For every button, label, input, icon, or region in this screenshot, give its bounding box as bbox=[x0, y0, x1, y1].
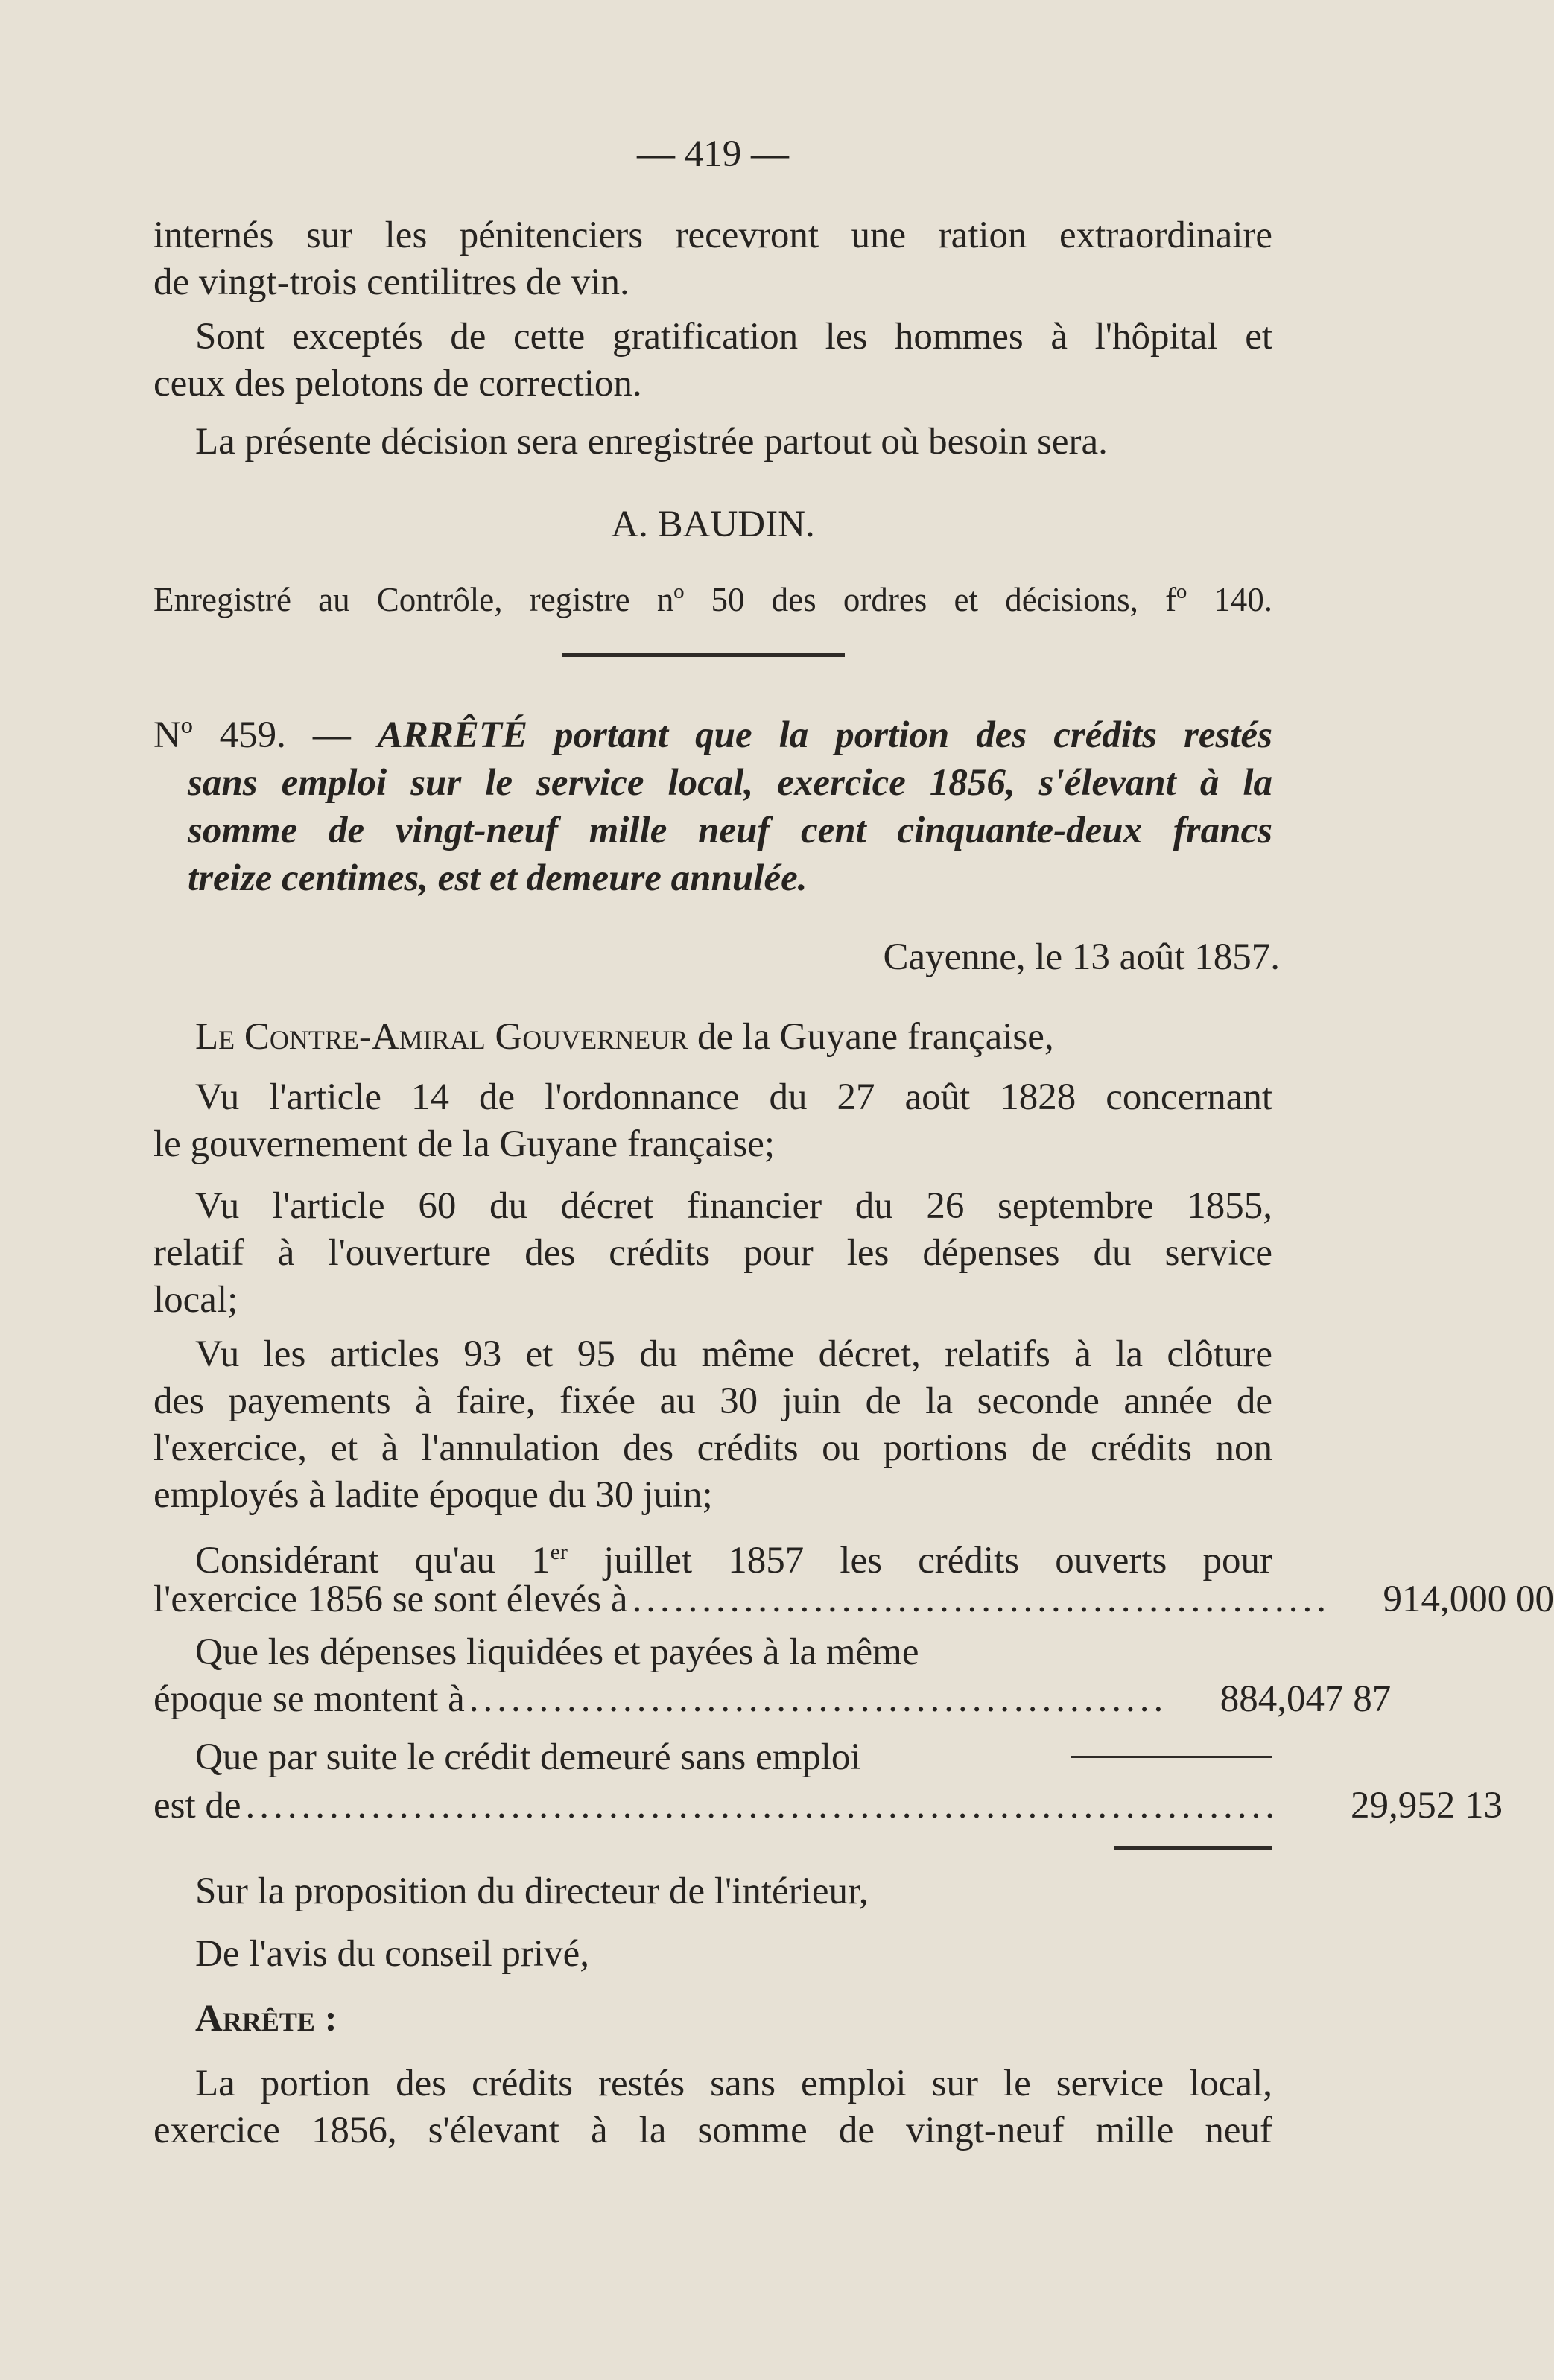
amount-label: époque se montent à bbox=[153, 1678, 465, 1720]
paragraph-line: La présente décision sera enregistrée partout où besoin sera. bbox=[195, 421, 1108, 463]
vu-line: Vu l'article 14 de l'ordonnance du 27 août 1828 concernant bbox=[195, 1076, 1272, 1118]
vu-line: des payements à faire, fixée au 30 juin de la seconde année de bbox=[153, 1380, 1272, 1422]
paragraph-line: internés sur les pénitenciers recevront une ration extraordinaire bbox=[153, 215, 1272, 256]
arrete-title-line: sans emploi sur le service local, exercice 1856, s'élevant à la bbox=[188, 762, 1272, 804]
vu-line: Vu l'article 60 du décret financier du 26 septembre 1855, bbox=[195, 1185, 1272, 1227]
amount-row bbox=[153, 1782, 1503, 1830]
considerant-line: Que par suite le crédit demeuré sans emploi bbox=[195, 1736, 861, 1778]
governor-title: Le Contre-Amiral Gouverneur bbox=[195, 1016, 688, 1058]
place-date bbox=[153, 933, 1280, 981]
arrete-title-text: ARRÊTÉ portant que la portion des crédits restés bbox=[377, 714, 1272, 756]
arrete-title-line: somme de vingt-neuf mille neuf cent cinquante-deux francs bbox=[188, 810, 1272, 851]
signature: A. BAUDIN. bbox=[611, 504, 815, 545]
amount-value: 884,047 87 bbox=[1220, 1678, 1392, 1720]
arrete-label-text: Arrête : bbox=[195, 1998, 337, 2040]
arrete-title-line: treize centimes, est et demeure annulée. bbox=[188, 857, 808, 899]
final-line: exercice 1856, s'élevant à la somme de vingt-neuf mille neuf bbox=[153, 2110, 1272, 2151]
leader-dots: .......................................................................... bbox=[245, 1785, 1280, 1827]
vu-line: Vu les articles 93 et 95 du même décret, relatifs à la clôture bbox=[195, 1333, 1272, 1375]
amount-row bbox=[153, 1675, 1392, 1723]
leader-dots: .................................................. bbox=[632, 1578, 1331, 1620]
superscript: er bbox=[550, 1540, 568, 1564]
section-divider bbox=[562, 653, 845, 657]
page-number: — 419 — bbox=[637, 133, 789, 175]
paragraph-line: Sont exceptés de cette gratification les hommes à l'hôpital et bbox=[195, 316, 1272, 358]
vu-line: le gouvernement de la Guyane française; bbox=[153, 1123, 776, 1165]
vu-line: l'exercice, et à l'annulation des crédits ou portions de crédits non bbox=[153, 1427, 1272, 1469]
paragraph-line: ceux des pelotons de correction. bbox=[153, 363, 642, 404]
considerant-text: juillet 1857 les crédits ouverts pour bbox=[603, 1540, 1273, 1581]
amount-value: 914,000 00 bbox=[1383, 1578, 1554, 1620]
arrete-number: Nº 459. — bbox=[153, 714, 351, 756]
vu-line: employés à ladite époque du 30 juin; bbox=[153, 1474, 713, 1516]
avis-line: De l'avis du conseil privé, bbox=[195, 1933, 589, 1975]
place-date-text: Cayenne, le 13 août 1857. bbox=[883, 936, 1280, 978]
governor-line bbox=[153, 1013, 1272, 1061]
arrete-label bbox=[153, 1995, 1272, 2043]
vu-line: local; bbox=[153, 1279, 238, 1321]
considerant-text: Considérant qu'au 1 bbox=[195, 1540, 551, 1581]
governor-rest: de la Guyane française, bbox=[697, 1016, 1054, 1058]
registration-note: Enregistré au Contrôle, registre nº 50 des ordres et décisions, fº 140. bbox=[153, 581, 1272, 618]
amount-row bbox=[153, 1575, 1554, 1623]
leader-dots: .................................................. bbox=[469, 1678, 1168, 1720]
amount-label: est de bbox=[153, 1785, 241, 1827]
amount-value: 29,952 13 bbox=[1351, 1785, 1503, 1827]
final-line: La portion des crédits restés sans emploi sur le service local, bbox=[195, 2063, 1272, 2104]
vu-line: relatif à l'ouverture des crédits pour les dépenses du service bbox=[153, 1232, 1272, 1274]
paragraph-line: de vingt-trois centilitres de vin. bbox=[153, 261, 629, 303]
proposition-line: Sur la proposition du directeur de l'intérieur, bbox=[195, 1870, 869, 1912]
arrete-title-line bbox=[153, 711, 1272, 759]
amount-label: l'exercice 1856 se sont élevés à bbox=[153, 1578, 628, 1620]
total-rule bbox=[1114, 1846, 1272, 1850]
considerant-line: Que les dépenses liquidées et payées à la même bbox=[195, 1631, 919, 1673]
